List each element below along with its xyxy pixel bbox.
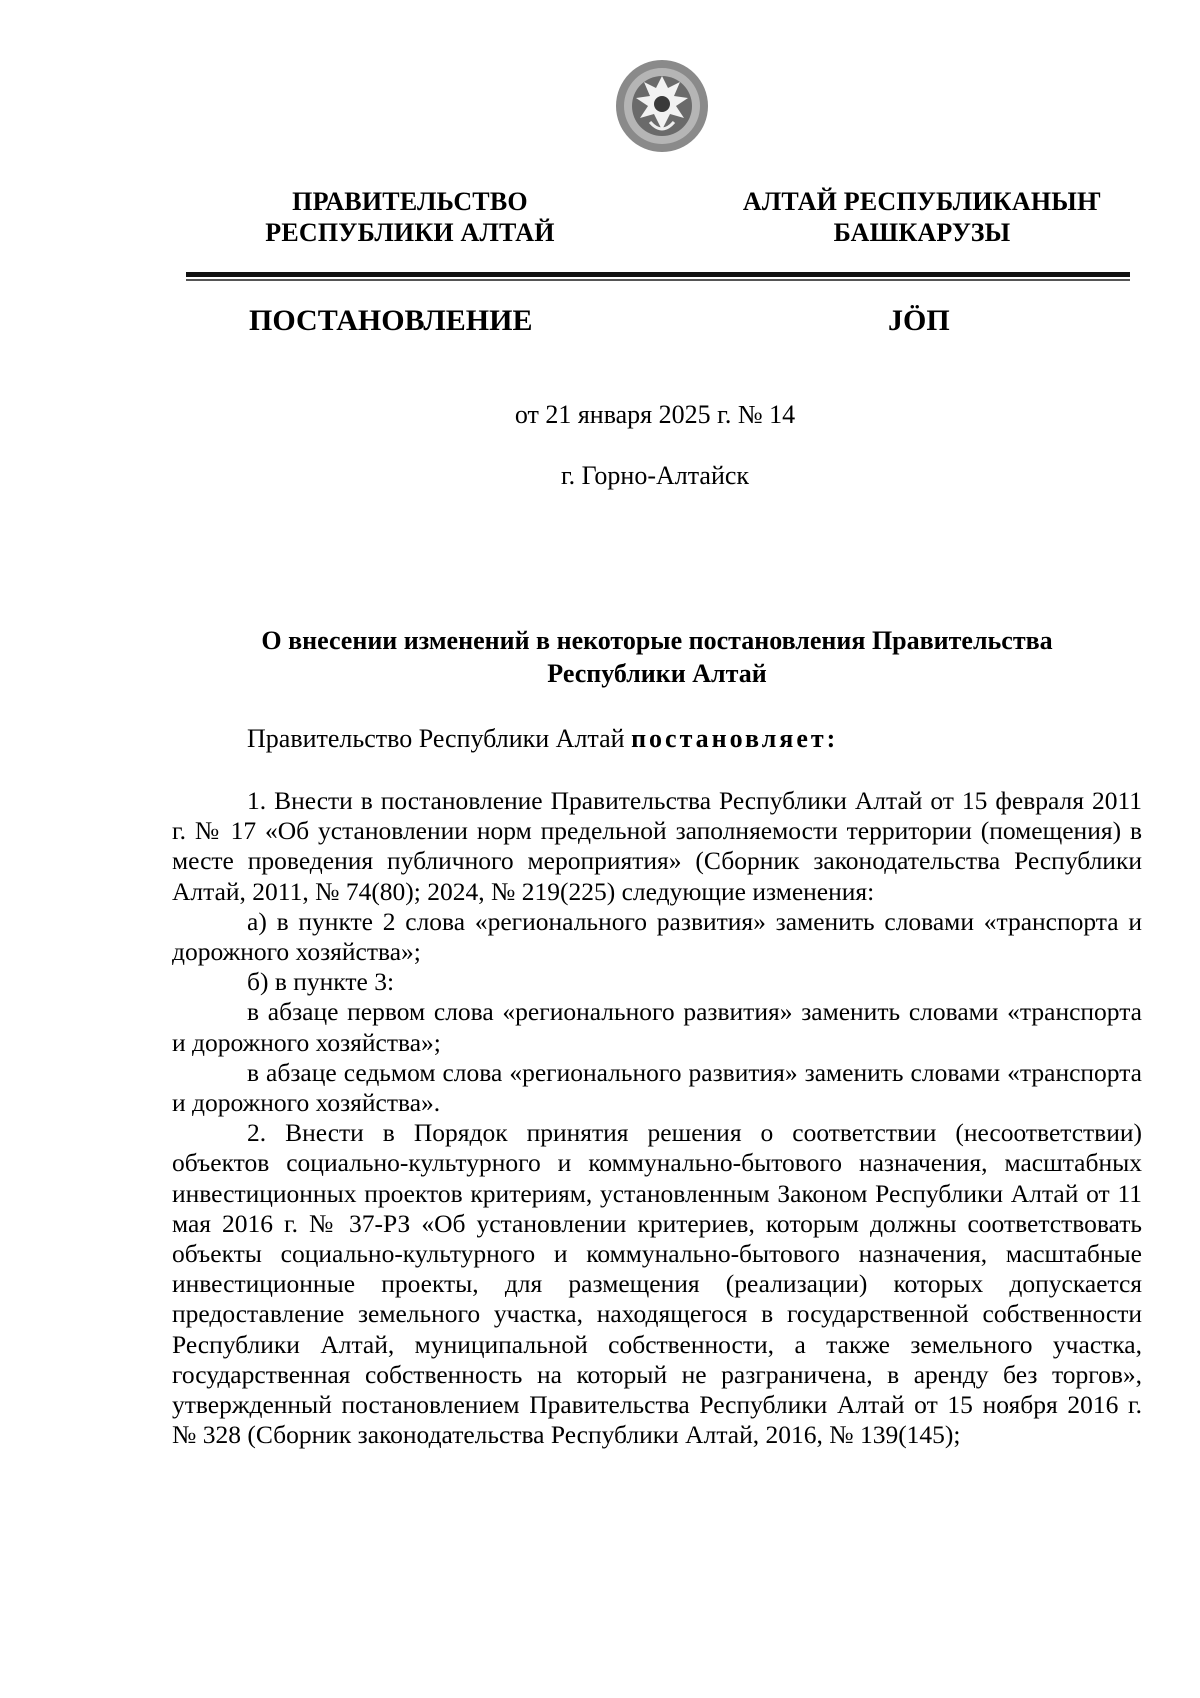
header-divider-thick bbox=[186, 272, 1130, 277]
doc-type-russian: ПОСТАНОВЛЕНИЕ bbox=[249, 304, 533, 337]
body-paragraph: а) в пункте 2 слова «регионального развития» заменить словами «транспорта и дорожного хозяйства»; bbox=[172, 906, 1142, 967]
doc-type-altai: JÖП bbox=[888, 304, 950, 337]
body-paragraph: 2. Внести в Порядок принятия решения о соответствии (несоответствии) объектов социально-культурного и коммунально-бытового назначения, масштабных инвестиционных проектов критериям, установленным Законом Республики Алтай от 11 мая 2016 г. № 37-РЗ «Об установлении критериев, которым должны соответствовать объекты социально-культурного и коммунально-бытового назначения, масштабные инвестиционные проекты, для размещения (реализации) которых допускается предоставление земельного участка, находящегося в государственной собственности Республики Алтай, муниципальной собственности, а также земельного участка, государственная собственность на который не разграничена, в аренду без торгов», утвержденный постановлением Правительства Республики Алтай от 15 ноября 2016 г. № 328 (Сборник законодательства Республики Алтай, 2016, № 139(145); bbox=[172, 1118, 1142, 1450]
body-paragraph: в абзаце первом слова «регионального развития» заменить словами «транспорта и дорожного хозяйства»; bbox=[172, 997, 1142, 1057]
body-paragraph: б) в пункте 3: bbox=[247, 967, 395, 997]
preamble bbox=[247, 724, 838, 754]
issuer-name-russian bbox=[230, 186, 590, 248]
body-paragraph: в абзаце седьмом слова «регионального развития» заменить словами «транспорта и дорожного хозяйства». bbox=[172, 1057, 1142, 1118]
republic-altai-emblem-icon bbox=[614, 58, 710, 154]
document-body bbox=[172, 786, 1142, 1450]
document-title-line1: О внесении изменений в некоторые постановления Правительства bbox=[261, 626, 1053, 655]
body-paragraph: 1. Внести в постановление Правительства Республики Алтай от 15 февраля 2011 г. № 17 «Об установлении норм предельной заполняемости территории (помещения) в месте проведения публичного мероприятия» (Сборник законодательства Республики Алтай, 2011, № 74(80); 2024, № 219(225) следующие изменения: bbox=[172, 786, 1142, 906]
document-date-number: от 21 января 2025 г. № 14 bbox=[514, 400, 796, 429]
header-divider-thin bbox=[186, 279, 1130, 281]
issuer-name-altai-line1: АЛТАЙ РЕСПУБЛИКАНЫҤ bbox=[742, 187, 1102, 216]
document-city: г. Горно-Алтайск bbox=[560, 461, 750, 490]
preamble-text: Правительство Республики Алтай bbox=[247, 724, 632, 753]
document-title bbox=[172, 624, 1142, 690]
document-title-line2: Республики Алтай bbox=[547, 659, 767, 688]
preamble-emphasis: постановляет: bbox=[631, 724, 839, 753]
issuer-name-altai bbox=[712, 186, 1132, 248]
issuer-name-altai-line2: БАШКАРУЗЫ bbox=[833, 218, 1011, 247]
issuer-name-russian-line1: ПРАВИТЕЛЬСТВО bbox=[292, 187, 528, 216]
issuer-name-russian-line2: РЕСПУБЛИКИ АЛТАЙ bbox=[265, 218, 555, 247]
